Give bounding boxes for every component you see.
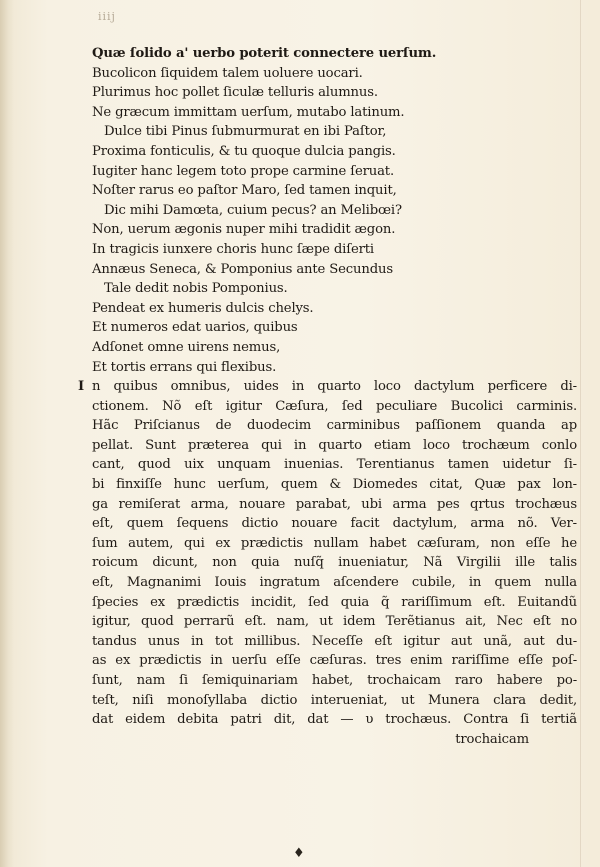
prose-line: igitur, quod perrarũ eſt. nam, ut idem Terẽtianus ait, Nec eſt no [92, 614, 577, 630]
verse-block [92, 44, 577, 377]
verse-line: Bucolicon ſiquidem talem uoluere uocari. [92, 65, 363, 81]
verse-line: Dic mihi Damœta, cuium pecus? an Melibœi? [104, 202, 402, 218]
prose-line: eſt, quem ſequens dictio nouare facit dactylum, arma nõ. Ver- [92, 516, 577, 532]
initial-letter: I [78, 379, 85, 395]
verse-line: Et tortis errans qui flexibus. [92, 359, 277, 375]
folio-number: iiij [98, 10, 116, 23]
prose-line [78, 377, 577, 397]
verse-line: Quæ ſolido a' uerbo poterit connectere uerſum. [92, 46, 437, 61]
signature-mark: ♦ [293, 846, 305, 861]
verse-line: Annæus Seneca, & Pomponius ante Secundus [92, 261, 393, 277]
verse-line: Noſter rarus eo paſtor Maro, ſed tamen inquit, [92, 183, 397, 199]
prose-block [78, 377, 577, 730]
verse-line: Non, uerum ægonis nuper mihi tradidit ægon. [92, 222, 396, 238]
verse-line: Plurimus hoc pollet ſiculæ telluris alumnus. [92, 85, 378, 101]
prose-line: ſum autem, qui ex prædictis nullam habet cæſuram, non eſſe he [92, 535, 577, 551]
prose-line: teſt, niſi monoſyllaba dictio interueniat, ut Munera clara dedit, [92, 692, 577, 708]
prose-line: dat eidem debita patri dit, dat — υ trochæus. Contra ſi tertiã [92, 712, 577, 728]
verse-line: In tragicis iunxere choris hunc ſæpe diſerti [92, 241, 374, 257]
prose-line: pellat. Sunt præterea qui in quarto etiam loco trochæum conlo [92, 437, 577, 453]
prose-line: roicum dicunt, non quia nuſq̃ inueniatur, Nã Virgilii ille talis [92, 555, 577, 571]
verse-line: Pendeat ex humeris dulcis chelys. [92, 300, 314, 316]
verse-line: Dulce tibi Pinus ſubmurmurat en ibi Paſtor, [104, 124, 387, 140]
prose-line-text: n quibus omnibus, uides in quarto loco dactylum perficere di- [92, 379, 577, 395]
verse-line: Proxima fonticulis, & tu quoque dulcia pangis. [92, 143, 396, 159]
verse-line: Tale dedit nobis Pomponius. [104, 281, 288, 297]
catchword: trochaicam [455, 731, 529, 747]
prose-line: ſpecies ex prædictis incidit, ſed quia q̃ rariſſimum eſt. Euitandũ [92, 594, 577, 610]
prose-line: bi finxiſſe hunc uerſum, quem & Diomedes citat, Quæ pax lon- [92, 477, 577, 493]
prose-line: cant, quod uix unquam inuenias. Terentianus tamen uidetur ſi- [92, 457, 577, 473]
page-gutter [0, 0, 14, 867]
prose-line: ſunt, nam ſi ſemiquinariam habet, trochaicam raro habere po- [92, 673, 577, 688]
page-text-block [78, 44, 577, 749]
prose-line: tandus unus in tot millibus. Neceſſe eſt igitur aut unã, aut du- [92, 633, 577, 649]
verse-line: Ne græcum immittam uerſum, mutabo latinum. [92, 104, 405, 120]
prose-line: ctionem. Nõ eſt igitur Cæſura, ſed peculiare Bucolici carminis. [92, 398, 577, 414]
page-margin-rule [580, 0, 581, 867]
prose-line: Hãc Priſcianus de duodecim carminibus paſſionem quanda ap [92, 418, 577, 434]
prose-line: as ex prædictis in uerſu eſſe cæſuras. tres enim rariſſime eſſe poſ- [92, 653, 577, 669]
prose-line: eſt, Magnanimi Iouis ingratum aſcendere cubile, in quem nulla [92, 575, 577, 591]
verse-line: Et numeros edat uarios, quibus [92, 320, 298, 336]
verse-line: Adſonet omne uirens nemus, [92, 339, 281, 355]
verse-line: Iugiter hanc legem toto prope carmine ſeruat. [92, 163, 394, 179]
prose-line: ga remiſerat arma, nouare parabat, ubi arma pes qrtus trochæus [92, 496, 577, 512]
